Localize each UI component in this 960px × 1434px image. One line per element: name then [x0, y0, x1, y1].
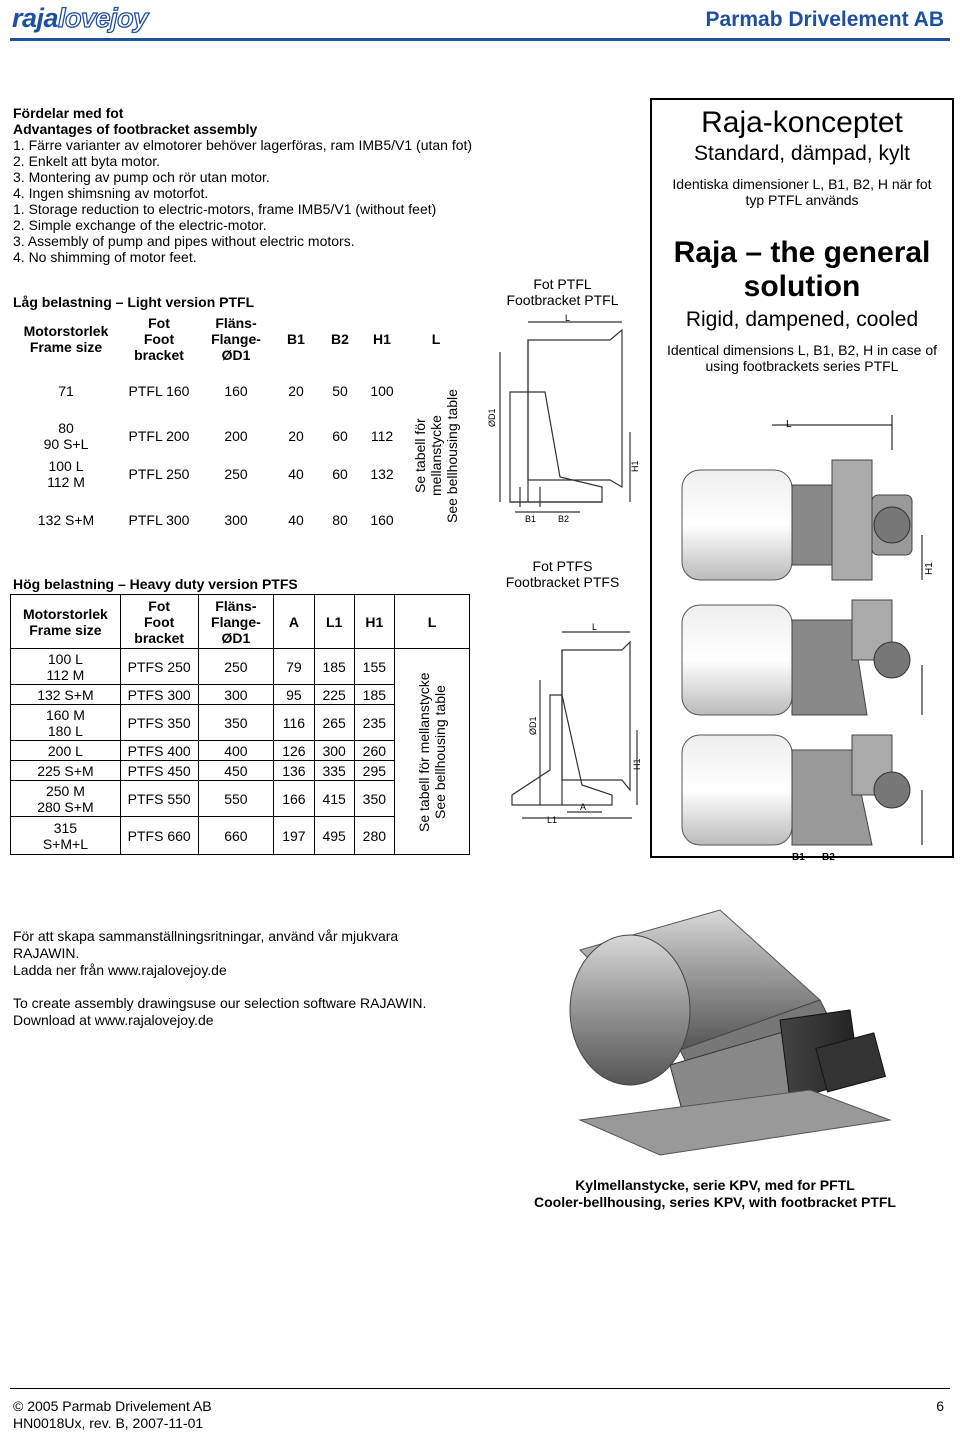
light-version-title: Låg belastning – Light version PTFL — [13, 294, 255, 310]
cell-frame: 71 — [58, 383, 74, 399]
advantages-title-en: Advantages of footbracket assembly — [13, 121, 258, 137]
frame-line-2: 112 M — [47, 474, 85, 490]
cell-h1: 112 — [370, 428, 394, 444]
hdr-flange-2: Flange- — [211, 613, 261, 630]
cell-foot: PTFL 250 — [128, 466, 190, 482]
raja-subtitle-en: Rigid, dampened, cooled — [685, 308, 919, 331]
cell-a: 136 — [274, 761, 314, 781]
l-note-2: See bellhousing table — [431, 684, 448, 819]
cell-foot: PTFL 160 — [128, 383, 190, 399]
advantages-title-sv: Fördelar med fot — [13, 105, 124, 121]
frame-line-2: 90 S+L — [43, 436, 89, 452]
cell-b1: 20 — [288, 383, 304, 399]
dim-d1: ØD1 — [528, 716, 538, 735]
table-row — [12, 417, 470, 455]
ptfs-hdr-h1: H1 — [354, 595, 394, 649]
cell-a: 126 — [274, 741, 314, 761]
ptfs-hdr-a: A — [274, 595, 314, 649]
ptfs-caption-2: Footbracket PTFS — [505, 574, 620, 590]
raja-motor-illustrations — [652, 395, 952, 865]
hdr-foot-1: Fot — [148, 597, 171, 614]
advantage-en-2: 2. Simple exchange of the electric-motor. — [13, 217, 267, 233]
photo-caption-2: Cooler-bellhousing, series KPV, with footbracket PTFL — [534, 1194, 896, 1210]
dim-l: L — [565, 313, 571, 323]
ptfs-hdr-flange — [198, 595, 274, 649]
advantage-sv-1: 1. Färre varianter av elmotorer behöver lagerföras, ram IMB5/V1 (utan fot) — [13, 137, 473, 153]
raja-dim-b1: B1 — [792, 852, 805, 863]
ptfs-table — [10, 594, 470, 855]
footer-doc-ref: HN0018Ux, rev. B, 2007-11-01 — [13, 1415, 204, 1431]
cell-d1: 450 — [198, 761, 274, 781]
table-row — [12, 365, 470, 417]
cell-d1: 200 — [224, 428, 248, 444]
hdr-foot-2: Foot — [144, 613, 175, 630]
dim-b2: B2 — [558, 514, 570, 524]
cell-d1: 160 — [224, 383, 248, 399]
cell-d1: 250 — [224, 466, 248, 482]
cell-a: 95 — [274, 685, 314, 705]
cell-h1: 350 — [354, 781, 394, 817]
cell-b2: 80 — [332, 512, 348, 528]
logo-raja: raja — [12, 3, 59, 33]
hdr-flange-3: ØD1 — [221, 629, 251, 646]
dim-b1: B1 — [525, 514, 537, 524]
cell-foot: PTFS 450 — [120, 761, 198, 781]
cell-frame: 200 L — [11, 741, 121, 761]
raja-text-en: Identical dimensions L, B1, B2, H in case of using footbrackets series PTFL — [666, 342, 938, 374]
cell-d1: 350 — [198, 705, 274, 741]
cell-b2: 60 — [332, 466, 348, 482]
cell-l1: 225 — [314, 685, 354, 705]
frame-line-2: 112 M — [46, 666, 85, 683]
cell-l1: 495 — [314, 817, 354, 855]
l-note-1: Se tabell för — [412, 418, 428, 494]
dim-d1: ØD1 — [487, 408, 497, 427]
cell-l1: 185 — [314, 649, 354, 685]
software-en-2: Download at www.rajalovejoy.de — [13, 1012, 214, 1028]
l-note-3: See bellhousing table — [444, 389, 460, 523]
cell-frame — [11, 817, 121, 855]
logo-lovejoy: lovejoy — [58, 3, 148, 33]
ptfl-caption-1: Fot PTFL — [533, 276, 592, 292]
cell-foot: PTFS 300 — [120, 685, 198, 705]
cell-a: 166 — [274, 781, 314, 817]
hdr-foot-2: Foot — [143, 331, 175, 347]
cell-foot: PTFS 350 — [120, 705, 198, 741]
ptfs-l-note — [394, 649, 469, 855]
ptfs-hdr-l: L — [394, 595, 469, 649]
dim-l1: L1 — [547, 815, 558, 825]
hdr-foot-3: bracket — [134, 347, 184, 363]
software-sv-1: För att skapa sammanställningsritningar, använd vår mjukvara — [13, 928, 399, 944]
ptfs-caption-1: Fot PTFS — [532, 558, 593, 574]
cell-foot: PTFS 550 — [120, 781, 198, 817]
rajalovejoy-logo — [12, 3, 148, 34]
cell-h1: 100 — [370, 383, 394, 399]
ptfl-l-note — [402, 365, 470, 547]
dim-l: L — [592, 622, 598, 632]
cell-l1: 300 — [314, 741, 354, 761]
frame-line-2: 180 L — [47, 722, 83, 739]
hdr-foot-3: bracket — [134, 629, 185, 646]
ptfl-hdr-b1: B1 — [287, 331, 305, 347]
frame-line-1: 80 — [58, 420, 74, 436]
cell-h1: 260 — [354, 741, 394, 761]
ptfl-technical-drawing — [487, 312, 640, 527]
software-sv-2: RAJAWIN. — [13, 945, 80, 961]
cell-frame: 132 S+M — [37, 512, 95, 528]
heavy-version-title: Hög belastning – Heavy duty version PTFS — [13, 576, 298, 592]
cell-l1: 265 — [314, 705, 354, 741]
cell-foot: PTFL 200 — [128, 428, 190, 444]
frame-line-2: S+M+L — [42, 835, 88, 852]
ptfs-hdr-foot — [120, 595, 198, 649]
cell-foot: PTFL 300 — [128, 512, 190, 528]
raja-dim-b2: B2 — [822, 852, 835, 863]
cell-frame — [11, 705, 121, 741]
motor-1-icon — [682, 415, 922, 580]
ptfl-hdr-h1: H1 — [373, 331, 391, 347]
cell-frame — [11, 781, 121, 817]
software-text — [13, 928, 483, 1029]
hdr-flange-3: ØD1 — [221, 347, 251, 363]
advantage-sv-3: 3. Montering av pump och rör utan motor. — [13, 169, 270, 185]
ptfs-technical-drawing — [492, 620, 642, 825]
cell-frame — [12, 417, 120, 455]
raja-title: Raja-konceptet — [701, 106, 903, 139]
cell-b2: 50 — [332, 383, 348, 399]
hdr-flange-1: Fläns- — [215, 597, 257, 614]
frame-line-1: 100 L — [47, 650, 83, 667]
cell-a: 197 — [274, 817, 314, 855]
cell-d1: 300 — [198, 685, 274, 705]
ptfl-caption-2: Footbracket PTFL — [506, 292, 619, 308]
ptfl-table — [12, 313, 470, 547]
l-note-2: mellanstycke — [428, 415, 444, 497]
advantage-en-1: 1. Storage reduction to electric-motors, frame IMB5/V1 (without feet) — [13, 201, 437, 217]
cell-h1: 185 — [354, 685, 394, 705]
cell-frame: 225 S+M — [11, 761, 121, 781]
hdr-flange-1: Fläns- — [215, 315, 257, 331]
kpv-product-photo — [490, 890, 920, 1160]
cell-d1: 250 — [198, 649, 274, 685]
advantage-en-4: 4. No shimming of motor feet. — [13, 249, 197, 265]
raja-subtitle: Standard, dämpad, kylt — [694, 142, 910, 165]
cell-a: 79 — [274, 649, 314, 685]
cell-frame — [12, 455, 120, 493]
dim-h1: H1 — [630, 460, 640, 472]
ptfl-bellhousing-outline — [528, 330, 622, 487]
hdr-frame-sv: Motorstorlek — [23, 323, 109, 339]
frame-line-1: 100 L — [48, 458, 84, 474]
ptfs-bellhousing-outline — [562, 642, 630, 790]
advantage-en-3: 3. Assembly of pump and pipes without electric motors. — [13, 233, 355, 249]
ptfs-caption — [490, 558, 635, 590]
frame-line-1: 160 M — [45, 706, 85, 723]
ptfs-hdr-frame — [11, 595, 121, 649]
cell-h1: 132 — [370, 466, 394, 482]
footer-copyright: © 2005 Parmab Drivelement AB — [13, 1398, 212, 1414]
cell-frame — [11, 649, 121, 685]
cell-h1: 295 — [354, 761, 394, 781]
hdr-foot-1: Fot — [148, 315, 170, 331]
cell-d1: 300 — [224, 512, 248, 528]
hdr-frame-sv: Motorstorlek — [23, 605, 108, 622]
table-row — [12, 455, 470, 493]
advantage-sv-4: 4. Ingen shimsning av motorfot. — [13, 185, 209, 201]
raja-dim-h1: H1 — [924, 562, 935, 575]
cell-l1: 335 — [314, 761, 354, 781]
raja-text-sv: Identiska dimensioner L, B1, B2, H när fot typ PTFL används — [672, 176, 932, 208]
cell-b1: 20 — [288, 428, 304, 444]
photo-caption — [490, 1177, 940, 1211]
advantage-sv-2: 2. Enkelt att byta motor. — [13, 153, 161, 169]
cell-frame: 132 S+M — [11, 685, 121, 705]
dim-h1: H1 — [632, 758, 642, 770]
cell-b1: 40 — [288, 466, 304, 482]
motor-2-icon — [682, 600, 922, 715]
ptfs-hdr-l1: L1 — [314, 595, 354, 649]
dim-a: A — [580, 802, 587, 812]
ptfl-hdr-foot — [120, 313, 198, 365]
raja-title-en: Raja – the general solution — [673, 236, 931, 303]
cell-foot: PTFS 400 — [120, 741, 198, 761]
ptfl-caption — [490, 276, 635, 308]
frame-line-1: 315 — [53, 819, 78, 836]
hdr-frame-en: Frame size — [29, 339, 103, 355]
ptfl-hdr-frame — [12, 313, 120, 365]
ptfl-hdr-b2: B2 — [331, 331, 349, 347]
motor-3-icon — [682, 735, 922, 845]
hdr-flange-2: Flange- — [211, 331, 261, 347]
raja-dim-l: L — [786, 419, 792, 430]
cell-h1: 280 — [354, 817, 394, 855]
ptfl-hdr-flange — [198, 313, 274, 365]
cell-h1: 160 — [370, 512, 394, 528]
hdr-frame-en: Frame size — [29, 621, 102, 638]
ptfl-hdr-l: L — [431, 331, 441, 347]
table-row — [12, 493, 470, 547]
cell-foot: PTFS 250 — [120, 649, 198, 685]
company-name: Parmab Drivelement AB — [705, 8, 944, 31]
photo-caption-1: Kylmellanstycke, serie KPV, med for PFTL — [575, 1177, 855, 1193]
software-en-1: To create assembly drawingsuse our selection software RAJAWIN. — [13, 995, 427, 1011]
cell-l1: 415 — [314, 781, 354, 817]
page-number: 6 — [936, 1398, 944, 1414]
frame-line-1: 250 M — [45, 782, 85, 799]
cell-b1: 40 — [288, 512, 304, 528]
frame-line-2: 280 S+M — [37, 798, 94, 815]
footer-rule — [10, 1388, 950, 1389]
cell-b2: 60 — [332, 428, 348, 444]
cell-a: 116 — [274, 705, 314, 741]
raja-concept-box — [650, 98, 954, 863]
header-rule — [10, 38, 950, 41]
cell-d1: 400 — [198, 741, 274, 761]
cell-h1: 155 — [354, 649, 394, 685]
cell-foot: PTFS 660 — [120, 817, 198, 855]
cell-h1: 235 — [354, 705, 394, 741]
l-note-1: Se tabell för mellanstycke — [415, 671, 432, 832]
table-row — [11, 649, 470, 685]
cell-d1: 550 — [198, 781, 274, 817]
software-sv-3: Ladda ner från www.rajalovejoy.de — [13, 962, 227, 978]
cell-d1: 660 — [198, 817, 274, 855]
advantages-section — [13, 105, 533, 265]
